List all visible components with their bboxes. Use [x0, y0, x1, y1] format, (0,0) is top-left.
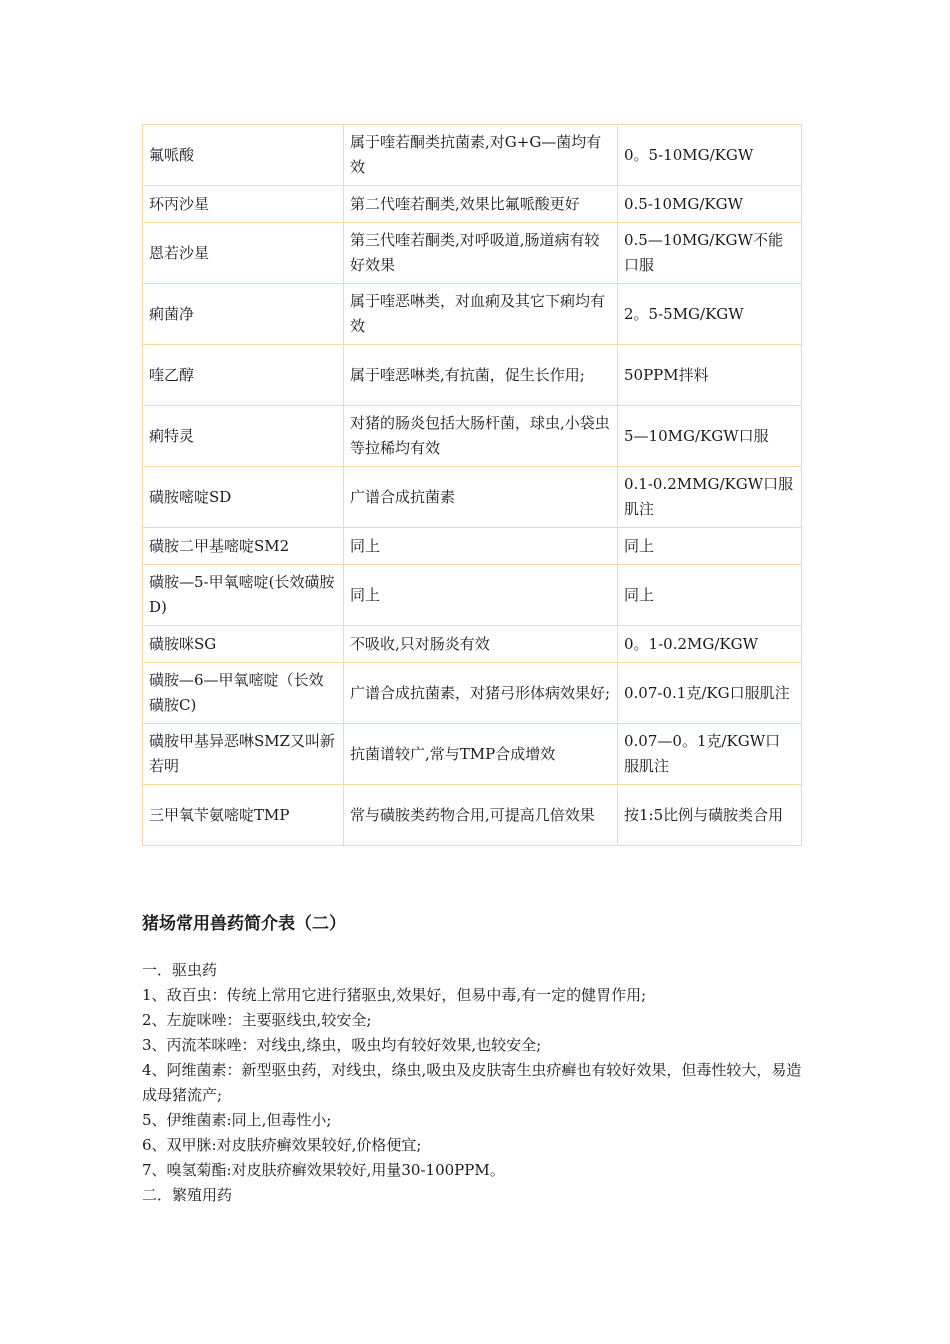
drug-dose-cell: 同上 [618, 528, 802, 565]
drug-name-cell: 氟哌酸 [143, 125, 344, 186]
drug-dose-cell: 同上 [618, 565, 802, 626]
drug-name-cell: 磺胺—6—甲氧嘧啶（长效磺胺C) [143, 663, 344, 724]
drug-desc-cell: 第二代喹若酮类,效果比氟哌酸更好 [344, 186, 618, 223]
drug-name-cell: 环丙沙星 [143, 186, 344, 223]
table-row [143, 345, 802, 406]
section-heading-breeding: 二．繁殖用药 [142, 1186, 233, 1204]
table-row [143, 626, 802, 663]
section-title: 猪场常用兽药简介表（二） [142, 914, 346, 934]
table-row [143, 663, 802, 724]
drug-desc-cell: 第三代喹若酮类,对呼吸道,肠道病有较好效果 [344, 223, 618, 284]
drug-desc-cell: 广谱合成抗菌素，对猪弓形体病效果好; [344, 663, 618, 724]
drug-dose-cell: 0.5—10MG/KGW不能口服 [618, 223, 802, 284]
drug-dose-cell: 0。1-0.2MG/KGW [618, 626, 802, 663]
drug-desc-cell: 常与磺胺类药物合用,可提高几倍效果 [344, 785, 618, 846]
list-item: 2、左旋咪唑：主要驱线虫,较安全; [142, 1011, 372, 1029]
table-row [143, 125, 802, 186]
table-row [143, 724, 802, 785]
drug-name-cell: 三甲氧苄氨嘧啶TMP [143, 785, 344, 846]
drug-dose-cell: 50PPM拌料 [618, 345, 802, 406]
list-item: 4、阿维菌素：新型驱虫药，对线虫，绦虫,吸虫及皮肤寄生虫疥癣也有较好效果，但毒性较大，易造成母猪流产; [142, 1061, 802, 1104]
drug-name-cell: 喹乙醇 [143, 345, 344, 406]
table-row [143, 467, 802, 528]
list-item: 3、丙流苯咪唑：对线虫,绦虫，吸虫均有较好效果,也较安全; [142, 1036, 542, 1054]
drug-dose-cell: 按1:5比例与磺胺类合用 [618, 785, 802, 846]
drug-name-cell: 磺胺咪SG [143, 626, 344, 663]
drug-desc-cell: 属于喹若酮类抗菌素,对G+G—菌均有效 [344, 125, 618, 186]
drug-desc-cell: 对猪的肠炎包括大肠杆菌，球虫,小袋虫等拉稀均有效 [344, 406, 618, 467]
drug-desc-cell: 同上 [344, 565, 618, 626]
drug-dose-cell: 5—10MG/KGW口服 [618, 406, 802, 467]
table-row [143, 785, 802, 846]
drug-dose-cell: 0。5-10MG/KGW [618, 125, 802, 186]
drug-desc-cell: 同上 [344, 528, 618, 565]
drug-name-cell: 磺胺—5-甲氧嘧啶(长效磺胺D) [143, 565, 344, 626]
drug-name-cell: 磺胺嘧啶SD [143, 467, 344, 528]
list-item: 6、双甲脒:对皮肤疥癣效果较好,价格便宜; [142, 1136, 422, 1154]
list-item: 1、敌百虫：传统上常用它进行猪驱虫,效果好，但易中毒,有一定的健胃作用; [142, 986, 647, 1004]
drug-dose-cell: 0.1-0.2MMG/KGW口服肌注 [618, 467, 802, 528]
drug-desc-cell: 属于喹恶啉类,有抗菌，促生长作用; [344, 345, 618, 406]
drug-dose-cell: 0.07—0。1克/KGW口服肌注 [618, 724, 802, 785]
table-row [143, 565, 802, 626]
drug-table [142, 124, 802, 846]
list-item: 7、嗅氢菊酯:对皮肤疥癣效果较好,用量30-100PPM。 [142, 1161, 505, 1179]
section-heading-deworming: 一．驱虫药 [142, 961, 218, 979]
table-row [143, 223, 802, 284]
table-row [143, 284, 802, 345]
drug-desc-cell: 属于喹恶啉类，对血痢及其它下痢均有效 [344, 284, 618, 345]
drug-desc-cell: 抗菌谱较广,常与TMP合成增效 [344, 724, 618, 785]
table-row [143, 186, 802, 223]
drug-desc-cell: 不吸收,只对肠炎有效 [344, 626, 618, 663]
drug-name-cell: 磺胺二甲基嘧啶SM2 [143, 528, 344, 565]
list-item: 5、伊维菌素:同上,但毒性小; [142, 1111, 332, 1129]
drug-name-cell: 痢菌净 [143, 284, 344, 345]
drug-name-cell: 痢特灵 [143, 406, 344, 467]
table-row [143, 406, 802, 467]
drug-dose-cell: 0.5-10MG/KGW [618, 186, 802, 223]
table-row [143, 528, 802, 565]
drug-desc-cell: 广谱合成抗菌素 [344, 467, 618, 528]
section-body [142, 958, 812, 1208]
drug-dose-cell: 0.07-0.1克/KG口服肌注 [618, 663, 802, 724]
drug-name-cell: 磺胺甲基异恶啉SMZ又叫新若明 [143, 724, 344, 785]
drug-name-cell: 恩若沙星 [143, 223, 344, 284]
drug-dose-cell: 2。5-5MG/KGW [618, 284, 802, 345]
